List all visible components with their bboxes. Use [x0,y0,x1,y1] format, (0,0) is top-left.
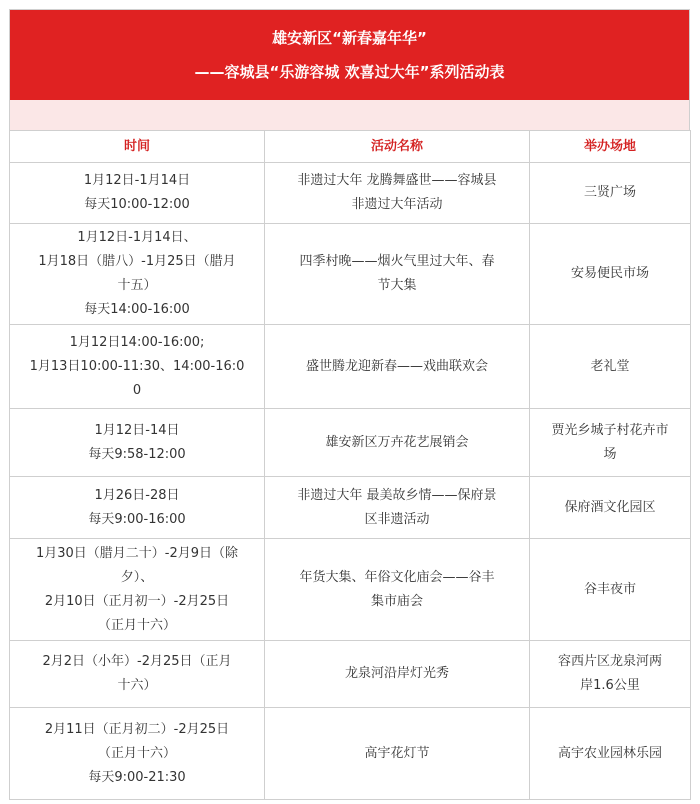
table-row [10,224,691,325]
activity-name-cell [265,325,530,409]
activity-table-container [9,9,690,800]
cell-text-line: 1月12日-14日 [94,422,180,438]
cell-text-line: 年货大集、年俗文化庙会——谷丰 [299,569,495,585]
table-row [10,477,691,539]
activity-name-cell [265,539,530,641]
cell-text-line: 1月26日-28日 [94,487,180,503]
cell-text-line: 岸1.6公里 [580,678,640,693]
venue-cell [530,224,691,325]
time-cell [10,708,265,800]
cell-text-line: 每天10:00-12:00 [84,197,190,212]
venue-cell [530,163,691,224]
cell-text-line: 安易便民市场 [570,266,649,281]
activity-table [9,130,691,800]
title-line-1: 雄安新区“新春嘉年华” [272,29,427,47]
venue-cell [530,477,691,539]
table-row [10,163,691,224]
table-row [10,325,691,409]
time-cell [10,539,265,641]
cell-text-line: 2月10日（正月初一）-2月25日 [44,593,230,609]
time-cell [10,409,265,477]
table-row [10,539,691,641]
cell-text-line: 容西片区龙泉河两 [557,654,662,669]
table-row [10,409,691,477]
table-row [10,641,691,708]
cell-text-line: 每天9:58-12:00 [88,446,186,462]
table-row [10,708,691,800]
cell-text-line: 1月13日10:00-11:30、14:00-16:0 [29,358,245,374]
cell-text-line: 夕）、 [120,569,154,585]
cell-text-line: 四季村晚——烟火气里过大年、春 [299,254,495,269]
cell-text-line: 节大集 [377,278,417,293]
cell-text-line: 1月18日（腊八）-1月25日（腊月 [38,254,236,269]
cell-text-line: 高宇农业园林乐园 [557,745,662,761]
header-time: 时间 [10,131,265,163]
time-cell [10,163,265,224]
cell-text-line: 龙泉河沿岸灯光秀 [344,666,449,681]
time-cell [10,325,265,409]
cell-text-line: 非遗过大年 最美故乡情——保府景 [297,487,497,503]
cell-text-line: 谷丰夜市 [583,581,636,597]
cell-text-line: 每天9:00-16:00 [88,511,186,527]
cell-text-line: 高宇花灯节 [364,745,430,761]
venue-cell [530,409,691,477]
cell-text-line: （正月十六） [97,617,176,633]
cell-text-line: 1月12日14:00-16:00; [69,334,205,350]
cell-text-line: 老礼堂 [590,358,630,374]
cell-text-line: 1月12日-1月14日、 [77,230,197,245]
header-activity-name: 活动名称 [265,131,530,163]
activity-name-cell [265,224,530,325]
cell-text-line: 保府酒文化园区 [564,499,656,515]
time-cell [10,224,265,325]
cell-text-line: 区非遗活动 [364,511,430,527]
time-cell [10,641,265,708]
cell-text-line: 十六） [117,678,157,693]
cell-text-line: 贾光乡城子村花卉市 [551,422,669,438]
venue-cell [530,641,691,708]
cell-text-line: 非遗过大年 龙腾舞盛世——容城县 [297,173,497,188]
venue-cell [530,325,691,409]
cell-text-line: 场 [603,446,617,462]
activity-name-cell [265,163,530,224]
cell-text-line: 1月30日（腊月二十）-2月9日（除 [35,545,239,561]
table-header-row [10,131,691,163]
header-venue: 举办场地 [530,131,691,163]
cell-text-line: 集市庙会 [370,593,423,609]
title-line-2: ——容城县“乐游容城 欢喜过大年”系列活动表 [194,63,505,81]
cell-text-line: 十五） [117,278,157,293]
venue-cell [530,708,691,800]
activity-name-cell [265,409,530,477]
venue-cell [530,539,691,641]
cell-text-line: 1月12日-1月14日 [83,173,191,188]
time-cell [10,477,265,539]
cell-text-line: 三贤广场 [583,185,636,200]
activity-name-cell [265,708,530,800]
cell-text-line: 0 [132,382,142,398]
activity-name-cell [265,477,530,539]
table-body [10,163,691,800]
activity-name-cell [265,641,530,708]
cell-text-line: 2月2日（小年）-2月25日（正月 [42,654,232,669]
cell-text-line: 非遗过大年活动 [351,197,443,212]
banner-spacer [9,100,690,130]
cell-text-line: （正月十六） [97,745,176,761]
cell-text-line: 2月11日（正月初二）-2月25日 [44,721,230,737]
cell-text-line: 盛世腾龙迎新春——戏曲联欢会 [305,358,488,374]
cell-text-line: 每天9:00-21:30 [88,769,186,785]
title-banner [9,9,690,100]
cell-text-line: 雄安新区万卉花艺展销会 [325,434,469,450]
cell-text-line: 每天14:00-16:00 [84,302,190,317]
